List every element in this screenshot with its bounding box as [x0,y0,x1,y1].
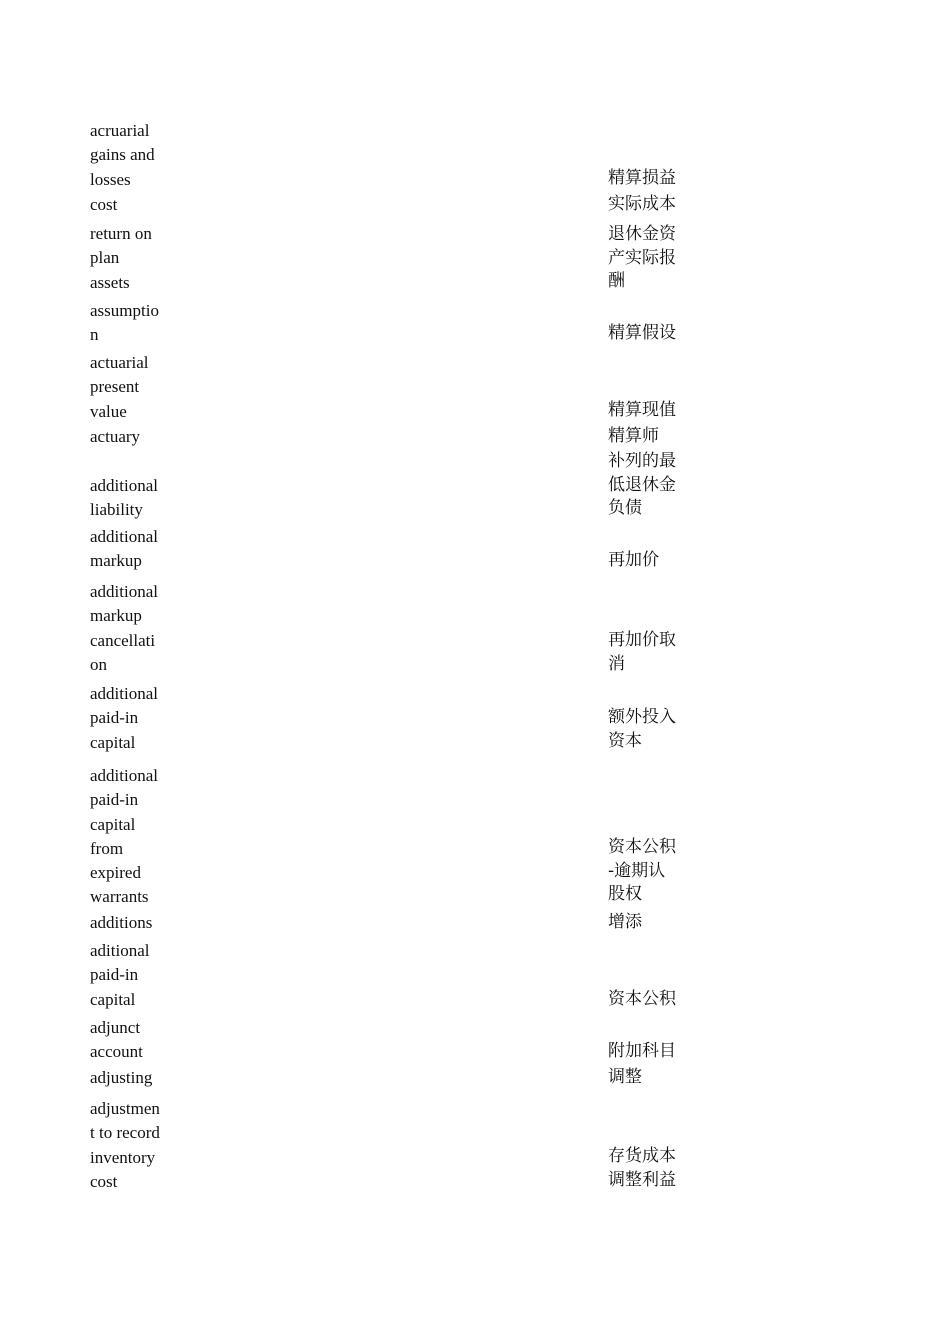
translation: 增添 [608,912,642,932]
translation: 资本公积 -逾期认 股权 [608,837,676,904]
term: adjusting [90,1068,153,1087]
translation: 调整 [608,1067,642,1087]
term: adjustmen t to record inventory cost [90,1099,160,1191]
term: additional markup [90,527,158,571]
term: additions [90,913,153,932]
translation: 实际成本 [608,194,676,214]
term: additional paid-in capital from expired warrants [90,766,158,907]
translation: 再加价取 消 [608,630,676,674]
translation: 资本公积 [608,989,676,1009]
translation: 再加价 [608,550,659,570]
term: return on plan assets [90,224,152,292]
translation: 补列的最 低退休金 负债 [608,451,676,518]
term: assumptio n [90,301,159,345]
translation: 退休金资 产实际报 酬 [608,224,676,291]
translation: 存货成本 调整利益 [608,1146,676,1190]
translation: 精算师 [608,426,659,446]
translation: 精算损益 [608,168,676,188]
term: actuary [90,427,141,446]
term: additional paid-in capital [90,684,158,752]
translation: 附加科目 [608,1041,676,1061]
term: actuarial present value [90,353,149,421]
term: additional liability [90,476,158,520]
translation: 精算假设 [608,323,676,343]
term: cost [90,195,118,214]
term: aditional paid-in capital [90,941,150,1009]
term: acruarial gains and losses [90,121,155,189]
translation: 额外投入 资本 [608,707,676,751]
term: additional markup cancellati on [90,582,158,674]
translation: 精算现值 [608,400,676,420]
term: adjunct account [90,1018,143,1062]
